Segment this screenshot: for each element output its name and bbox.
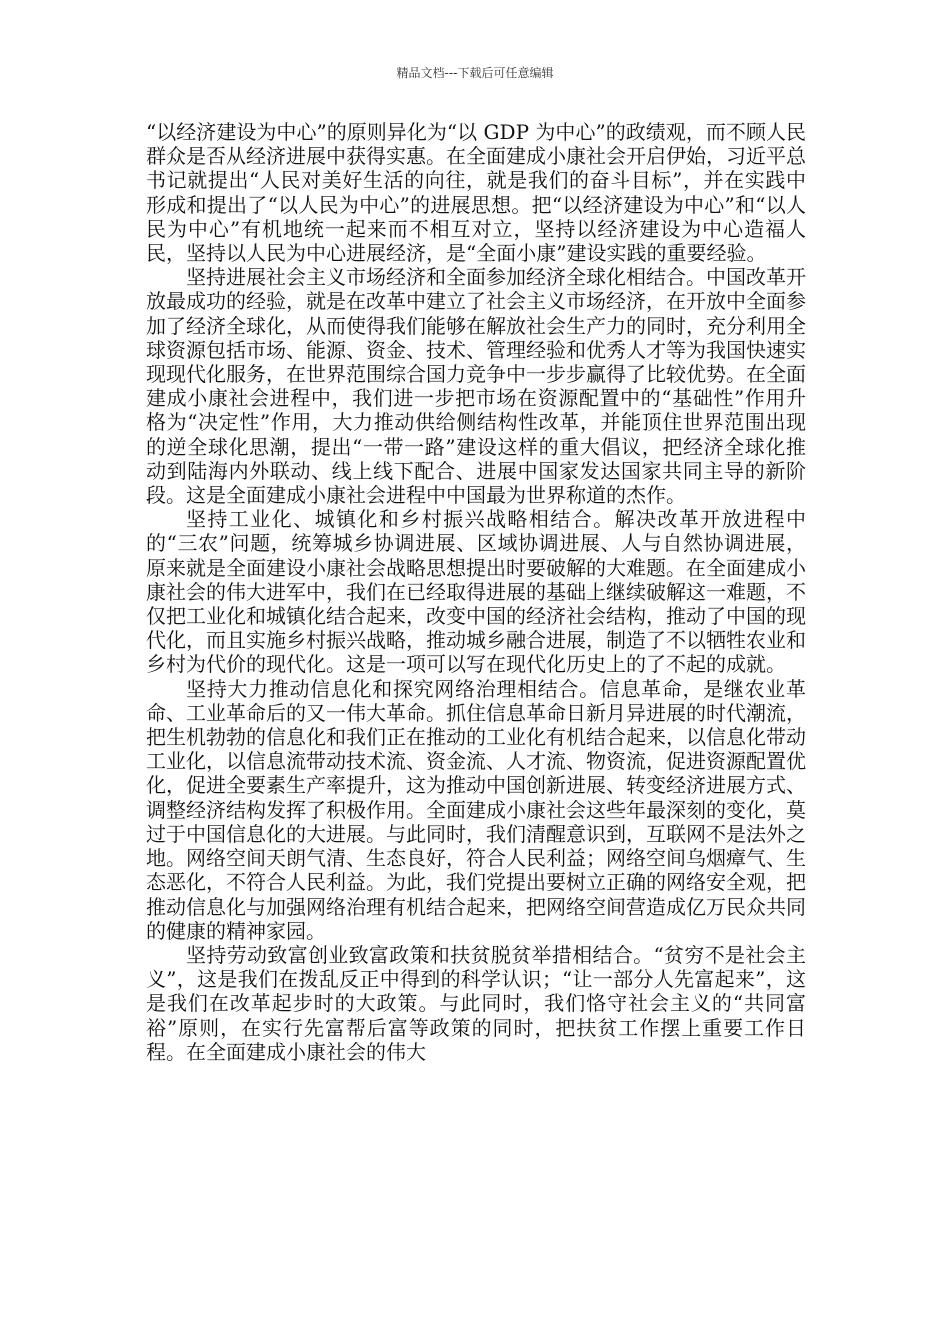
paragraph-5: 坚持劳动致富创业致富政策和扶贫脱贫举措相结合。“贫穷不是社会主义”，这是我们在拨乱反正中得到的科学认识；“让一部分人先富起来”，这是我们在改革起步时的大政策。与此同时，我们恪守社会主义的“共同富裕”原则，在实行先富帮后富等政策的同时，把扶贫工作摆上重要工作日程。在全面建成小康社会的伟大 (146, 942, 806, 1064)
paragraph-2: 坚持进展社会主义市场经济和全面参加经济全球化相结合。中国改革开放最成功的经验，就是在改革中建立了社会主义市场经济，在开放中全面参加了经济全球化，从而使得我们能够在解放社会生产力的同时，充分利用全球资源包括市场、能源、资金、技术、管理经验和优秀人才等为我国快速实现现代化服务，在世界范围综合国力竞争中一步步赢得了比较优势。在全面建成小康社会进程中，我们进一步把市场在资源配置中的“基础性”作用升格为“决定性”作用，大力推动供给侧结构性改革，并能顶住世界范围出现的逆全球化思潮，提出“一带一路”建设这样的重大倡议，把经济全球化推动到陆海内外联动、线上线下配合、进展中国家发达国家共同主导的新阶段。这是全面建成小康社会进程中中国最为世界称道的杰作。 (146, 265, 806, 508)
paragraph-3: 坚持工业化、城镇化和乡村振兴战略相结合。解决改革开放进程中的“三农”问题，统筹城乡协调进展、区域协调进展、人与自然协调进展，原来就是全面建设小康社会战略思想提出时要破解的大难题。在全面建成小康社会的伟大进军中，我们在已经取得进展的基础上继续破解这一难题，不仅把工业化和城镇化结合起来，改变中国的经济社会结构，推动了中国的现代化，而且实施乡村振兴战略，推动城乡融合进展，制造了不以牺牲农业和乡村为代价的现代化。这是一项可以写在现代化历史上的了不起的成就。 (146, 507, 806, 677)
document-body (146, 120, 806, 1330)
paragraph-4: 坚持大力推动信息化和探究网络治理相结合。信息革命，是继农业革命、工业革命后的又一伟大革命。抓住信息革命日新月异进展的时代潮流，把生机勃勃的信息化和我们正在推动的工业化有机结合起来，以信息化带动工业化，以信息流带动技术流、资金流、人才流、物资流，促进资源配置优化，促进全要素生产率提升，这为推动中国创新进展、转变经济进展方式、调整经济结构发挥了积极作用。全面建成小康社会这些年最深刻的变化，莫过于中国信息化的大进展。与此同时，我们清醒意识到，互联网不是法外之地。网络空间天朗气清、生态良好，符合人民利益；网络空间乌烟瘴气、生态恶化，不符合人民利益。为此，我们党提出要树立正确的网络安全观，把推动信息化与加强网络治理有机结合起来，把网络空间营造成亿万民众共同的健康的精神家园。 (146, 676, 806, 943)
paragraph-1: “以经济建设为中心”的原则异化为“以 GDP 为中心”的政绩观，而不顾人民群众是否从经济进展中获得实惠。在全面建成小康社会开启伊始，习近平总书记就提出“人民对美好生活的向往，就是我们的奋斗目标”，并在实践中形成和提出了“以人民为中心”的进展思想。把“以经济建设为中心”和“以人民为中心”有机地统一起来而不相互对立，坚持以经济建设为中心造福人民，坚持以人民为中心进展经济，是“全面小康”建设实践的重要经验。 (146, 120, 806, 266)
page-header: 精品文档---下载后可任意编辑 (396, 66, 554, 80)
